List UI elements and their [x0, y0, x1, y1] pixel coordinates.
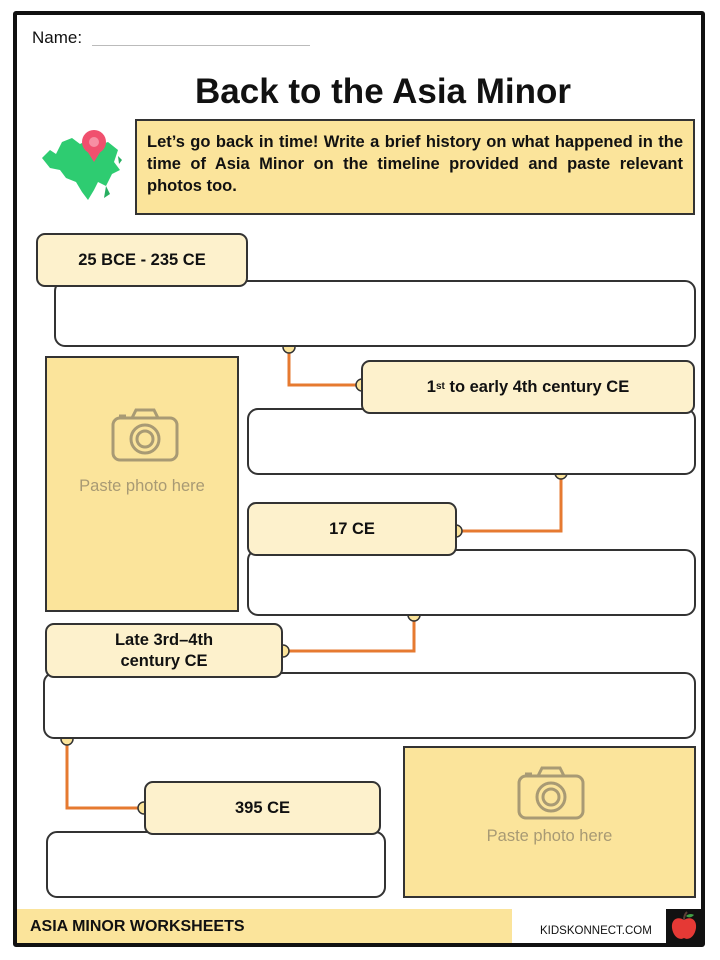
photo-caption-2: Paste photo here — [486, 827, 613, 845]
footer-site: KIDSKONNECT.COM — [540, 925, 652, 937]
write-box-3[interactable] — [247, 549, 696, 616]
footer-logo — [666, 909, 702, 944]
date-label-5: 395 CE — [144, 781, 381, 835]
date-label-4-line2: century CE — [120, 651, 208, 670]
apple-icon — [666, 909, 702, 944]
date-label-3: 17 CE — [247, 502, 457, 556]
write-box-2[interactable] — [247, 408, 696, 475]
camera-icon — [516, 764, 586, 822]
date-label-2: 1 st to early 4th century CE — [361, 360, 695, 414]
camera-icon — [110, 406, 180, 464]
date-label-2-main: 1 — [426, 377, 436, 396]
instructions-box: Let’s go back in time! Write a brief history on what happened in the time of Asia Minor on the timeline provided and paste relevant photos too. — [135, 119, 695, 215]
photo-placeholder-2[interactable] — [403, 746, 696, 898]
photo-caption-1: Paste photo here — [79, 477, 205, 495]
date-label-2-rest: to early 4th century CE — [444, 377, 630, 396]
write-box-5[interactable] — [46, 831, 386, 898]
footer-title: ASIA MINOR WORKSHEETS — [30, 918, 245, 935]
date-label-4 — [45, 623, 283, 678]
date-label-1: 25 BCE - 235 CE — [36, 233, 248, 287]
date-label-4-line1: Late 3rd–4th — [114, 630, 214, 649]
name-label: Name: — [32, 28, 83, 47]
photo-placeholder-1[interactable] — [45, 356, 239, 612]
page-title: Back to the Asia Minor — [195, 72, 571, 111]
write-box-1[interactable] — [54, 280, 696, 347]
write-box-4[interactable] — [43, 672, 696, 739]
